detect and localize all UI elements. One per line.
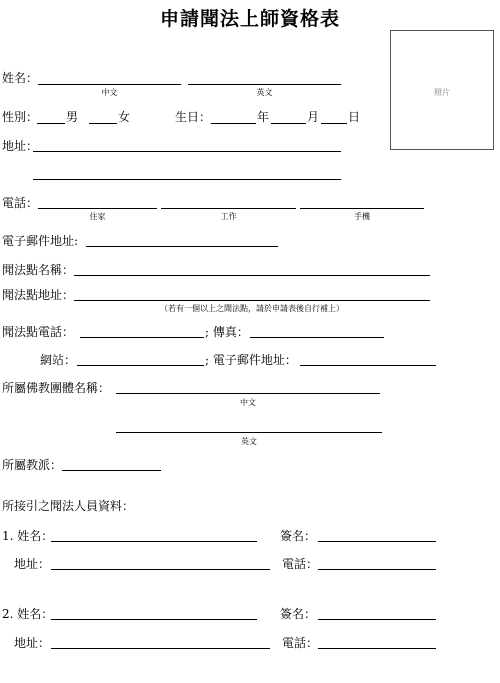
venue-name-field[interactable] xyxy=(74,275,430,276)
referrer-2-phone-label: 電話： xyxy=(282,636,319,650)
referrer-1-name-field[interactable] xyxy=(51,541,257,542)
gender-male-field[interactable] xyxy=(37,123,65,124)
birthday-year-field[interactable] xyxy=(211,123,256,124)
name-english-field[interactable] xyxy=(188,84,341,85)
org-label: 所屬佛教團體名稱： xyxy=(2,381,111,395)
name-chinese-caption: 中文 xyxy=(101,88,118,97)
phone-home-field[interactable] xyxy=(38,208,157,209)
name-chinese-field[interactable] xyxy=(38,84,181,85)
org-english-field[interactable] xyxy=(116,432,382,433)
referrer-heading: 所接引之聞法人員資料： xyxy=(2,499,135,513)
venue-phone-field[interactable] xyxy=(80,337,204,338)
photo-label: 照片 xyxy=(434,88,450,97)
referrer-1-address-field[interactable] xyxy=(51,569,270,570)
org-english-caption: 英文 xyxy=(241,437,257,446)
venue-phone-label: 聞法點電話： xyxy=(2,325,75,339)
address-field-1[interactable] xyxy=(33,151,341,152)
website-label: 網站： xyxy=(40,353,77,367)
referrer-1-name-label: 1. 姓名： xyxy=(2,529,54,543)
birthday-day-field[interactable] xyxy=(321,123,347,124)
org-chinese-field[interactable] xyxy=(116,393,380,394)
gender-female-label: 女 xyxy=(118,110,131,124)
venue-address-field[interactable] xyxy=(74,300,430,301)
org-chinese-caption: 中文 xyxy=(240,398,256,407)
photo-box[interactable] xyxy=(390,30,494,150)
website-email-field[interactable] xyxy=(300,365,436,366)
birthday-label: 生日： xyxy=(175,110,212,124)
referrer-1-address-label: 地址： xyxy=(14,557,51,571)
referrer-1-signature-field[interactable] xyxy=(318,541,436,542)
referrer-2-signature-field[interactable] xyxy=(318,619,436,620)
fax-field[interactable] xyxy=(250,337,384,338)
phone-mobile-field[interactable] xyxy=(300,208,424,209)
fax-label: ; 傳真： xyxy=(205,325,249,339)
gender-label: 性別： xyxy=(2,110,39,124)
sect-label: 所屬教派： xyxy=(2,458,63,472)
venue-address-label: 聞法點地址： xyxy=(2,288,75,302)
referrer-2-signature-label: 簽名： xyxy=(280,607,317,621)
form-title: 申請聞法上師資格表 xyxy=(159,8,340,30)
name-english-caption: 英文 xyxy=(256,88,273,97)
referrer-2-name-label: 2. 姓名： xyxy=(2,607,54,621)
phone-work-field[interactable] xyxy=(161,208,296,209)
referrer-2-phone-field[interactable] xyxy=(318,648,436,649)
birthday-month-label: 月 xyxy=(307,110,320,124)
website-email-label: ; 電子郵件地址： xyxy=(205,353,297,367)
sect-field[interactable] xyxy=(62,470,161,471)
referrer-2-address-label: 地址： xyxy=(14,636,51,650)
gender-male-label: 男 xyxy=(66,110,79,124)
birthday-day-label: 日 xyxy=(348,110,361,124)
birthday-month-field[interactable] xyxy=(271,123,306,124)
phone-work-caption: 工作 xyxy=(220,212,237,221)
birthday-year-label: 年 xyxy=(257,110,270,124)
website-field[interactable] xyxy=(77,365,204,366)
referrer-1-signature-label: 簽名： xyxy=(280,529,317,543)
referrer-2-name-field[interactable] xyxy=(51,619,257,620)
referrer-1-phone-label: 電話： xyxy=(282,557,319,571)
address-label: 地址： xyxy=(2,139,39,153)
email-label: 電子郵件地址: xyxy=(2,234,79,248)
referrer-2-address-field[interactable] xyxy=(51,648,270,649)
phone-mobile-caption: 手機 xyxy=(354,212,370,221)
email-field[interactable] xyxy=(86,246,278,247)
venue-address-note: （若有一個以上之聞法點，請於申請表後自行補上） xyxy=(160,304,344,313)
gender-female-field[interactable] xyxy=(89,123,117,124)
referrer-1-phone-field[interactable] xyxy=(318,569,436,570)
name-label: 姓名： xyxy=(2,71,39,85)
address-field-2[interactable] xyxy=(33,179,341,180)
venue-name-label: 聞法點名稱： xyxy=(2,263,75,277)
phone-label: 電話： xyxy=(2,196,39,210)
phone-home-caption: 住家 xyxy=(89,212,106,221)
